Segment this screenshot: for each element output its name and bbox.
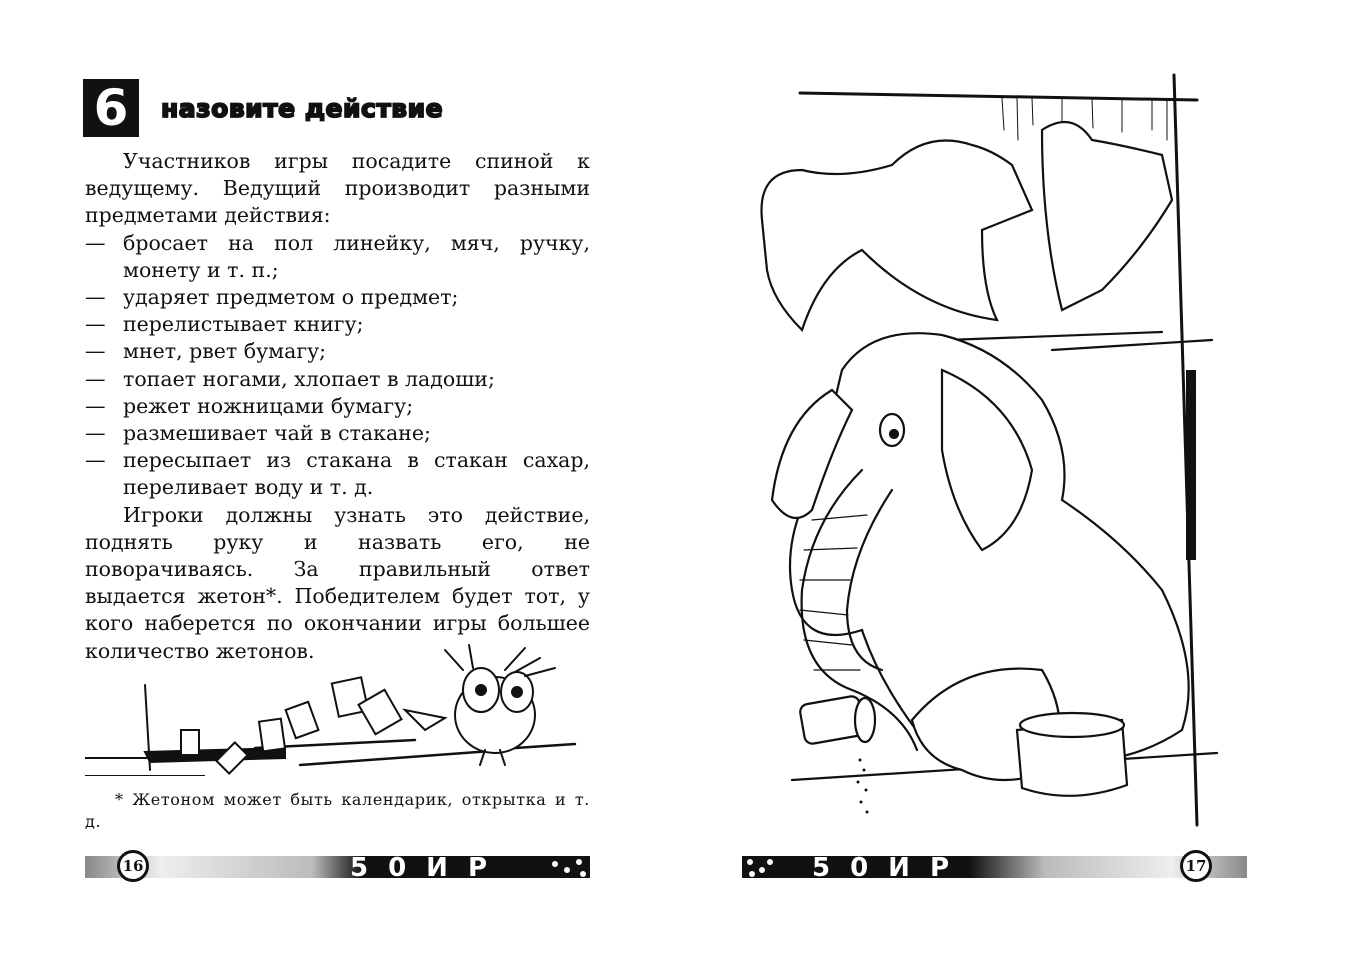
dash: — [85,312,106,337]
page-number: 16 [117,850,149,882]
dash: — [85,230,106,255]
list-item: — ударяет предметом о предмет; [85,284,590,311]
footnote-rule [85,775,205,776]
left-page [0,0,675,980]
dash: — [85,366,106,391]
list-item: — бросает на пол линейку, мяч, ручку, монету и т. п.; [85,230,590,282]
section-heading [83,78,443,138]
closing-paragraph: Игроки должны узнать это действие, поднять руку и назвать его, не поворачиваясь. За правильный ответ выдается жетон*. Победителем будет тот, у кого наберется по окончании игры большее количество жетонов. [85,502,590,663]
actions-list [85,230,590,502]
list-item: — размешивает чай в стакане; [85,420,590,447]
list-item: — пересыпает из стакана в стакан сахар, переливает воду и т. д. [85,448,590,500]
list-item: — топает ногами, хлопает в ладоши; [85,366,590,393]
dash: — [85,339,106,364]
list-item: — мнет, рвет бумагу; [85,338,590,365]
list-item: — перелистывает книгу; [85,311,590,338]
intro-paragraph: Участников игры посадите спиной к ведущему. Ведущий производит разными предметами действия: [85,149,590,228]
footer-banner [742,850,1247,882]
page-footer [742,850,1247,882]
dash: — [85,448,106,473]
dash: — [85,421,106,446]
section-number: 6 [83,79,139,137]
list-item: — режет ножницами бумагу; [85,393,590,420]
svg-text:50ИР: 50ИР [350,853,507,882]
page-number: 17 [1180,850,1212,882]
section-title: назовите действие [161,93,444,123]
footnote: * Жетоном может быть календарик, открытка и т. д. [85,790,590,831]
game-description [85,148,590,665]
page-footer [85,850,590,882]
svg-text:50ИР: 50ИР [812,853,969,882]
dash: — [85,393,106,418]
owl-illustration [85,640,595,780]
footer-banner [85,850,590,882]
elephant-illustration [742,70,1252,830]
dash: — [85,285,106,310]
